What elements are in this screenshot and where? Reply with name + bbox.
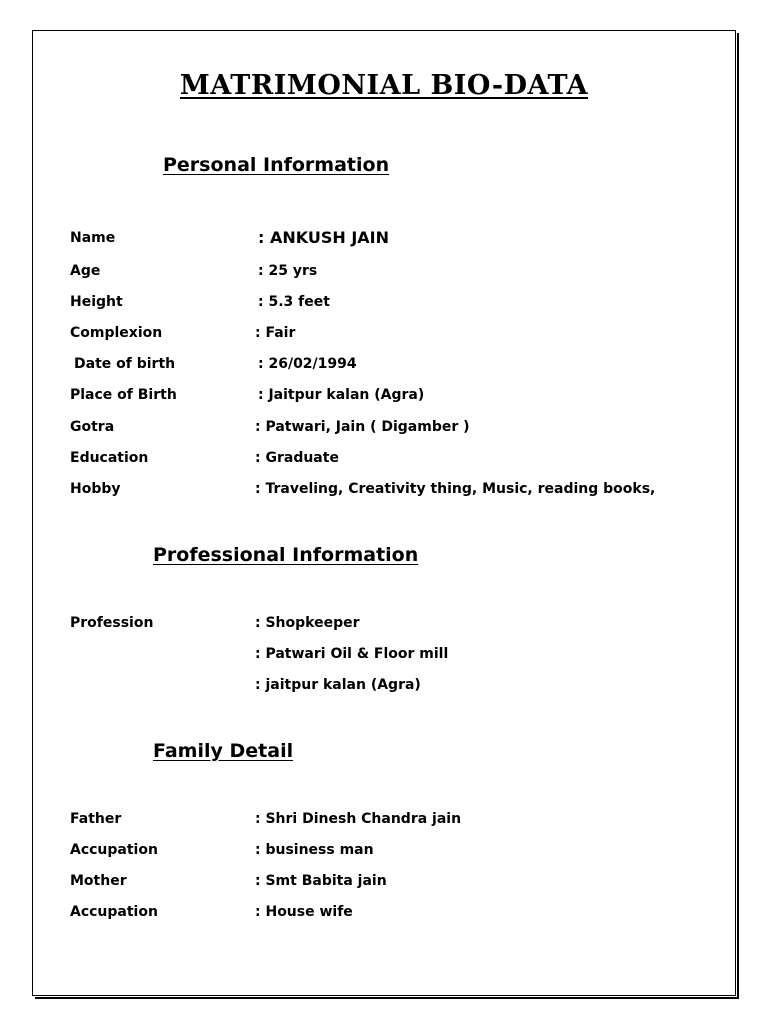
field-name: [70, 230, 710, 252]
field-hobby: [70, 481, 710, 503]
field-value: : 5.3 feet: [258, 294, 330, 310]
field-value: : Shri Dinesh Chandra jain: [255, 811, 462, 827]
field-value: : House wife: [255, 904, 353, 920]
field-value: : Graduate: [255, 450, 339, 466]
personal-information-heading: Personal Information: [163, 154, 390, 176]
field-label: Place of Birth: [70, 387, 177, 403]
field-father: [70, 811, 710, 833]
field-label: Accupation: [70, 842, 158, 858]
field-complexion: [70, 325, 710, 347]
field-value: : business man: [255, 842, 374, 858]
field-label: Education: [70, 450, 149, 466]
field-mother: [70, 873, 710, 895]
field-label: Complexion: [70, 325, 163, 341]
field-father-occupation: [70, 842, 710, 864]
field-mother-occupation: [70, 904, 710, 926]
field-value: : Traveling, Creativity thing, Music, reading books,: [255, 481, 656, 497]
field-label: Father: [70, 811, 122, 827]
field-business-location: [70, 677, 710, 699]
field-education: [70, 450, 710, 472]
field-label: Age: [70, 263, 101, 279]
field-label: Gotra: [70, 419, 115, 435]
document-title: MATRIMONIAL BIO-DATA: [179, 70, 589, 101]
field-value: : Shopkeeper: [255, 615, 360, 631]
field-value: : jaitpur kalan (Agra): [255, 677, 421, 693]
field-value: : 25 yrs: [258, 263, 318, 279]
professional-information-heading: Professional Information: [153, 544, 419, 566]
field-label: Name: [70, 230, 116, 246]
field-label: Profession: [70, 615, 154, 631]
field-value: : 26/02/1994: [258, 356, 357, 372]
field-label: Hobby: [70, 481, 121, 497]
field-label: Accupation: [70, 904, 158, 920]
field-value: : Smt Babita jain: [255, 873, 387, 889]
field-height: [70, 294, 710, 316]
field-label: Mother: [70, 873, 127, 889]
field-business-name: [70, 646, 710, 668]
field-value: : Patwari, Jain ( Digamber ): [255, 419, 470, 435]
field-profession: [70, 615, 710, 637]
field-value: : ANKUSH JAIN: [258, 228, 390, 247]
field-value: : Jaitpur kalan (Agra): [258, 387, 425, 403]
field-age: [70, 263, 710, 285]
field-value: : Fair: [255, 325, 296, 341]
field-value: : Patwari Oil & Floor mill: [255, 646, 449, 662]
field-date-of-birth: [70, 356, 710, 378]
field-gotra: [70, 419, 710, 441]
field-place-of-birth: [70, 387, 710, 409]
field-label: Height: [70, 294, 123, 310]
family-detail-heading: Family Detail: [153, 740, 294, 762]
field-label: Date of birth: [74, 356, 176, 372]
